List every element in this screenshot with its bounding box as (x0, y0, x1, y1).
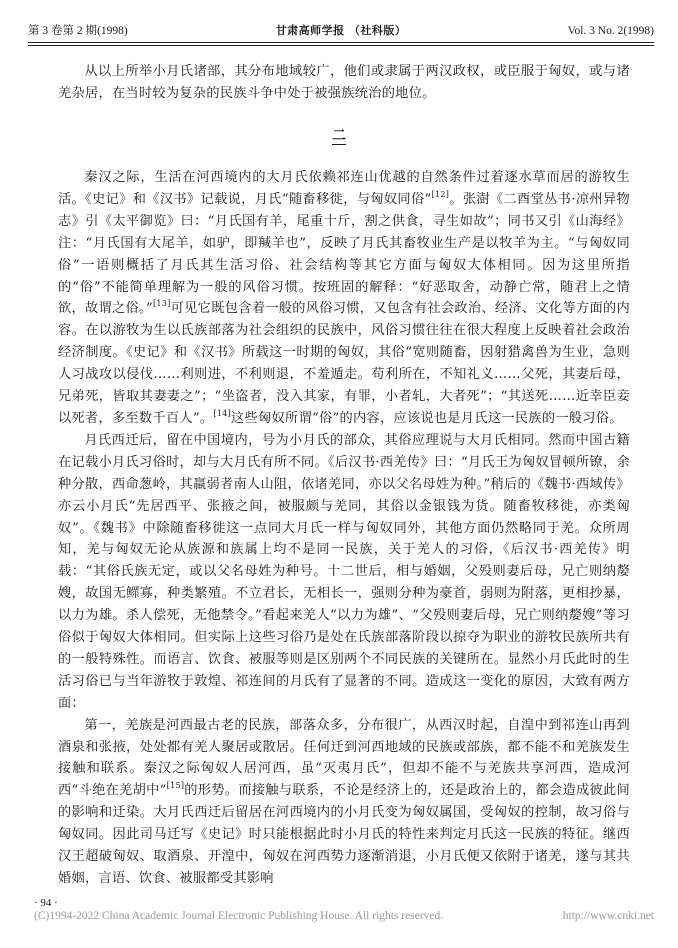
cnki-url: http://www.cnki.net (562, 910, 654, 922)
text-run: 的形势。而接触与联系，不论是经济上的，还是政治上的，都会造成彼此间的影响和迁染。大月氏西迁后留居在河西境内的小月氏变为匈奴属国，受匈奴的控制，故习俗与匈奴同。因此司马迁写《史记》时只能根据此时小月氏的特性来判定月氏这一民族的特征。继西汉王超破匈奴、取酒泉、开湟中，匈奴在河西势力逐渐消退，小月氏便又依附于诸羌，遂与其共婚姻，言语、饮食、被服都受其影响 (58, 783, 630, 886)
text-run: 秦汉之际，生活在河西境内的大月氏依赖祁连山优越的自然条件过着逐水草而居的游牧生活。《史记》和《汉书》记载说，月氏“随畜移徙，与匈奴同俗” (58, 170, 630, 207)
text-run: 第一，羌族是河西最古老的民族，部落众多，分布很广，从西汉时起，自湟中到祁连山再到酒泉和张掖，处处都有羌人聚居或散居。任何迁到河西地域的民族或部族，都不能不和羌族发生接触和联系。秦汉之际匈奴人居河西，虽“灭夷月氏”，但却不能不与羌族共享河西，造成河西“斗绝在羌胡中” (58, 717, 630, 799)
volume-issue-left: 第 3 卷第 2 期(1998) (28, 25, 128, 37)
header-rule-thin (28, 45, 654, 46)
citation-superscript: [12] (431, 189, 450, 199)
section-heading (0, 126, 678, 146)
text-run: 。张澍《二酉堂丛书·凉州异物志》引《太平御览》曰：“月氏国有羊，尾重十斤，割之供食，寻生如故”；同书又引《山海经》注：“月氏国有大尾羊，如驴，即羬羊也”，反映了月氏其畜牧业生产是以牧羊为主。“与匈奴同俗”一语则概括了月氏其生活习俗、社会结构等其它方面与匈奴大体相同。因为这里所指的“俗”不能简单理解为一般的风俗习惯。按班固的解释：“好恶取舍，动静亡常，随君上之情欲，故谓之俗。” (58, 191, 630, 317)
citation-superscript: [15] (166, 781, 185, 791)
citation-superscript: [13] (153, 299, 171, 309)
article-body (58, 167, 630, 890)
body-paragraph (58, 715, 630, 890)
section-number: 二 (332, 128, 346, 144)
volume-issue-right: Vol. 3 No. 2(1998) (567, 25, 654, 37)
header-rule-thick (28, 42, 654, 43)
intro-paragraph: 从以上所举小月氏诸部，其分布地域较广，他们或隶属于两汉政权，或臣服于匈奴，或与诸羌杂居，在当时较为复杂的民族斗争中处于被强族统治的地位。 (58, 64, 630, 101)
running-header (28, 22, 654, 40)
page-number: · 94 · (34, 897, 58, 909)
text-run: 这些匈奴所谓“俗”的内容，应该说也是月氏这一民族的一般习俗。 (231, 410, 623, 426)
text-run: 月氏西迁后，留在中国境内，号为小月氏的部众，其俗应理说与大月氏相同。然而中国古籍在记载小月氏习俗时，却与大月氏有所不同。《后汉书·西羌传》曰：“月氏王为匈奴冒顿所镣，余种分散，西命葱岭，其羸弱者南人山阻，依诸羌同，亦以父名母姓为种。”稍后的《魏书·西域传》亦云小月氏“先居西平、张掖之间，被服颇与羌同，其俗以金银钱为货。随畜牧移徙，亦类匈奴”。《魏书》中除随畜移徙这一点同大月氏一样与匈奴同外，其他方面仍然略同于羌。众所周知，羌与匈奴无论从族源和族属上均不是同一民族，关于羌人的习俗，《后汉书·西羌传》明载：“其俗氏族无定，或以父名母姓为种号。十二世后，相与婚姻，父殁则妻后母，兄亡则纳嫠嫂，故国无鳏寡，种类繁殖。不立君长，无相长一，强则分种为豪首，弱则为附落，更相抄暴，以力为雄。杀人偿死，无他禁令。”看起来羌人“以力为雄”、“父殁则妻后母，兄亡则纳嫠嫂”等习俗似于匈奴大体相同。但实际上这些习俗乃是处在氏族部落阶段以掠夺为职业的游牧民族所共有的一般特殊性。而语言、饮食、被服等则是区别两个不同民族的关键所在。显然小月氏此时的生活习俗已与当年游牧于敦煌、祁连间的月氏有了显著的不同。造成这一变化的原因，大致有两方面： (58, 432, 630, 711)
copyright-footer (34, 910, 654, 922)
body-paragraph (58, 430, 630, 715)
citation-superscript: [14] (213, 408, 232, 418)
copyright-notice: (C)1994-2022 China Academic Journal Electronic Publishing House. All rights reserved. (34, 910, 444, 922)
text-run: 可见它既包含着一般的风俗习惯，又包含有社会政治、经济、文化等方面的内容。在以游牧为生以氏族部落为社会组织的民族中，风俗习惯往往在很大程度上反映着社会政治经济制度。《史记》和《汉书》所载这一时期的匈奴，其俗“宽则随畜，因射猎禽兽为生业，急则人习战攻以侵伐……利则进，不利则退，不羞遁走。苟利所在，不知礼义……父死，其妻后母，兄弟死，皆取其妻妻之”；“坐盗者，没入其家，有罪，小者轧，大者死”；“其送死……近幸臣妾以死者，多至数千百人”。 (58, 301, 630, 426)
journal-title: 甘肃高师学报 （社科版） (275, 24, 407, 37)
body-paragraph (58, 167, 630, 430)
